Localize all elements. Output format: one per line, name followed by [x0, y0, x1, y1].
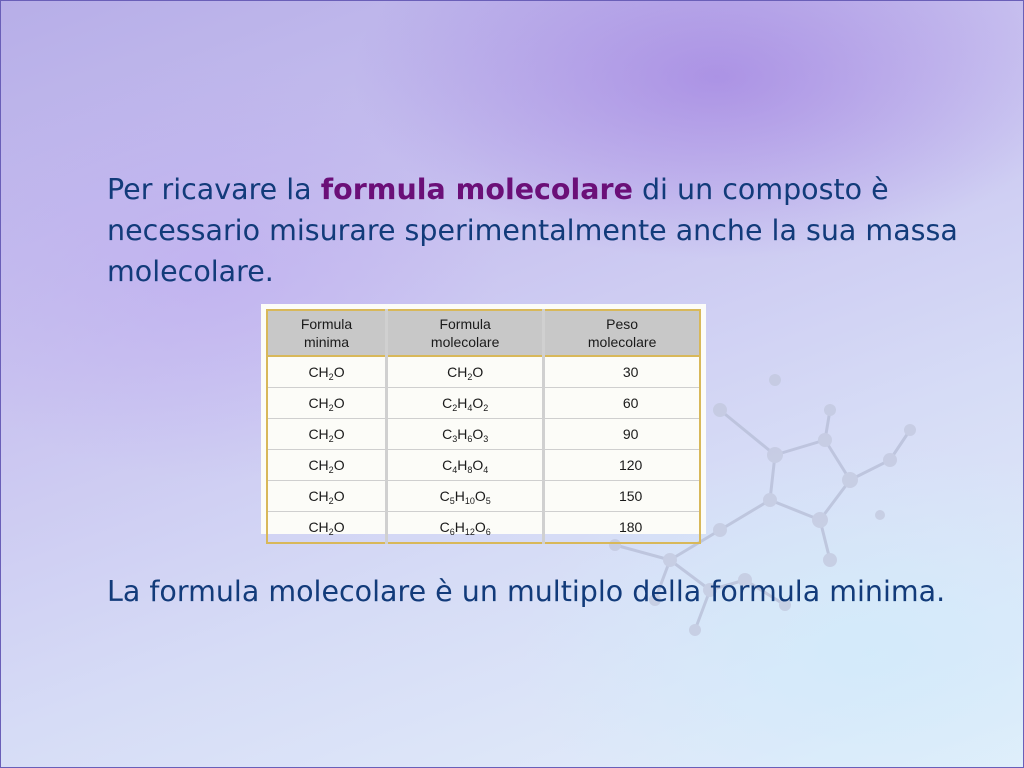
- cell-formula-minima: $CH_2O$: [267, 450, 387, 481]
- cell-formula-molecolare: $C_2H_4O_2$: [387, 388, 544, 419]
- cell-formula-molecolare: $C_6H_{12}O_6$: [387, 512, 544, 544]
- cell-formula-molecolare: $C_5H_{10}O_5$: [387, 481, 544, 512]
- table-row: [267, 388, 700, 419]
- intro-text-before: Per ricavare la: [107, 173, 321, 206]
- cell-formula-minima: $CH_2O$: [267, 419, 387, 450]
- cell-peso-molecolare: 90: [544, 419, 700, 450]
- cell-formula-minima: $CH_2O$: [267, 481, 387, 512]
- table-body: [267, 356, 700, 543]
- cell-formula-minima: $CH_2O$: [267, 388, 387, 419]
- table-row: [267, 512, 700, 544]
- cell-peso-molecolare: 30: [544, 356, 700, 388]
- cell-formula-minima: $CH_2O$: [308, 519, 345, 537]
- table-row: [267, 419, 700, 450]
- formula-table-card: [261, 304, 706, 537]
- cell-peso-molecolare: 60: [544, 388, 700, 419]
- cell-formula-molecolare: $C_3H_6O_3$: [387, 419, 544, 450]
- intro-text-after: di un composto è necessario misurare sperimentalmente anche la sua massa molecolare.: [107, 173, 958, 288]
- conclusion-paragraph: La formula molecolare è un multiplo della formula minima.: [107, 575, 946, 608]
- cell-formula-molecolare: $C_4H_8O_4$: [387, 450, 544, 481]
- cell-peso-molecolare: 150: [544, 481, 700, 512]
- formula-table: [266, 309, 701, 544]
- cell-peso-molecolare: 120: [544, 450, 700, 481]
- header-peso-molecolare: Peso molecolare: [544, 310, 700, 356]
- cell-formula-minima: $CH_2O$: [267, 356, 387, 388]
- cell-peso-molecolare: 180: [544, 512, 700, 544]
- table-row: [267, 481, 700, 512]
- table-row: [267, 450, 700, 481]
- table-row: [267, 356, 700, 388]
- header-formula-minima: Formula minima: [267, 310, 387, 356]
- cell-formula-molecolare: $CH_2O$: [387, 356, 544, 388]
- table-header-row: [267, 310, 700, 356]
- highlight-formula-molecolare: formula molecolare: [320, 173, 633, 206]
- intro-paragraph: [107, 169, 997, 292]
- header-formula-molecolare: Formula molecolare: [387, 310, 544, 356]
